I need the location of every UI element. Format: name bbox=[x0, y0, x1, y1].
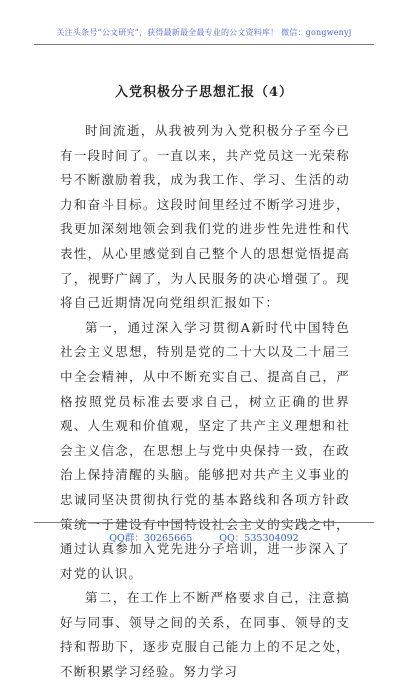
footer-divider bbox=[34, 522, 374, 523]
header-note: 关注头条号“公文研究”，获得最新最全最专业的公文资料库！ 微信：gongwenyj bbox=[56, 28, 352, 37]
paragraph-intro: 时间流逝，从我被列为入党积极分子至今已有一段时间了。一直以来，共产党员这一光荣称号不断激励着我，成为我工作、学习、生活的动力和奋斗目标。这段时间里经过不断学习进步，我更加深刻地领会到我们党的进步性先进性和代表性，从心里感觉到自己整个人的思想觉悟提高了，视野广阔了，为人民服务的决心增强了。现将自己近期情况向党组织汇报如下： bbox=[60, 123, 350, 311]
footer-contacts bbox=[0, 530, 408, 544]
paragraph-first-point: 第一，通过深入学习贯彻A新时代中国特色社会主义思想，特别是党的二十大以及二十届三中全会精神，从中不断充实自己、提高自己，严格按照党员标准去要求自己，树立正确的世界观、人生观和价值观，坚定了共产主义理想和社会主义信念，在思想上与党中央保持一致，在政治上保持清醒的头脑。能够把对共产主义事业的忠诚同坚决贯彻执行党的基本路线和各项方针政策统一于建设有中国特设社会主义的实践之中，通过认真参加入党先进分子培训，进一步深入了对党的认识。 bbox=[60, 319, 350, 581]
document-title: 入党积极分子思想汇报（4） bbox=[114, 85, 294, 100]
document-body bbox=[60, 119, 350, 685]
header-divider bbox=[34, 44, 374, 45]
footer-qq-group: QQ群：30265665 bbox=[109, 533, 193, 544]
paragraph-second-point: 第二，在工作上不断严格要求自己，注意搞好与同事、领导之间的关系，在同事、领导的支持和帮助下，逐步克服自己能力上的不足之处，不断积累学习经验。努力学习 bbox=[60, 590, 350, 680]
footer-qq-number: QQ：535304092 bbox=[219, 533, 299, 544]
